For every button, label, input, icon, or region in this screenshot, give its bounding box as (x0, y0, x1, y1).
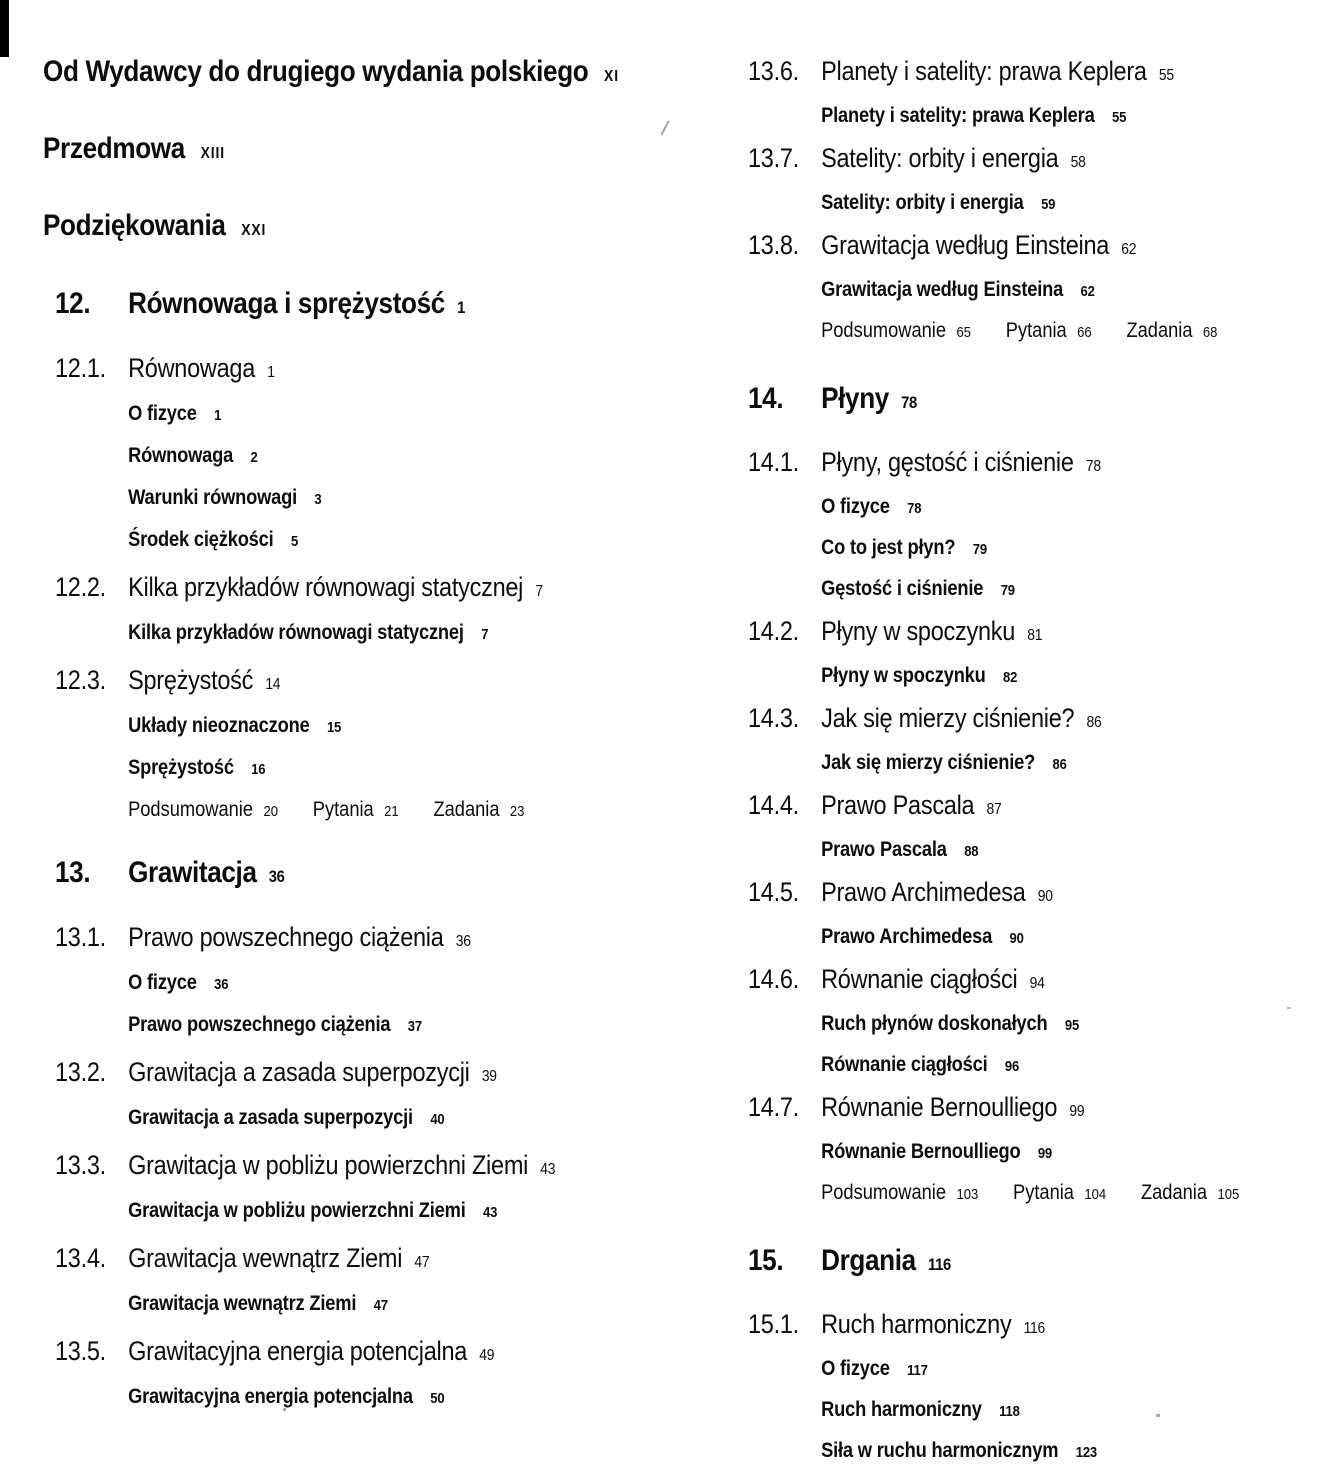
toc-subsection-entry (55, 706, 647, 748)
entry-title: Grawitacja według Einsteina (821, 230, 1110, 260)
entry-title: Grawitacja a zasada superpozycji (128, 1106, 413, 1129)
entry-title: Płyny w spoczynku (821, 616, 1016, 646)
entry-page-number: 94 (1029, 975, 1045, 992)
entry-title: Siła w ruchu harmonicznym (821, 1439, 1059, 1462)
entry-page-number: 95 (1064, 1017, 1080, 1034)
entry-title: Jak się mierzy ciśnienie? (821, 751, 1036, 774)
entry-title: Grawitacja w pobliżu powierzchni Ziemi (128, 1150, 529, 1180)
toc-section-entry (748, 227, 1261, 268)
entry-title: Grawitacyjna energia potencjalna (128, 1385, 413, 1408)
toc-subsection-entry (748, 270, 1261, 311)
toc-section-entry (748, 1306, 1261, 1347)
toc-subsection-entry (55, 1005, 647, 1047)
entry-title: Prawo Archimedesa (821, 877, 1026, 907)
entry-page-number: 3 (314, 491, 322, 508)
summary-label: Podsumowanie (821, 1181, 947, 1204)
scan-edge-artifact (0, 0, 9, 57)
toc-subsection-entry (55, 520, 647, 562)
entry-title: Drgania (821, 1244, 916, 1277)
entry-page-number: 7 (481, 626, 489, 643)
toc-section-entry (748, 787, 1261, 828)
entry-page-number: 55 (1111, 109, 1127, 126)
entry-page-number: 96 (1004, 1058, 1020, 1075)
toc-section-entry (748, 140, 1261, 181)
toc-section-entry (55, 1239, 647, 1282)
toc-section-entry (55, 1332, 647, 1375)
summary-part (433, 798, 524, 821)
entry-page-number: 37 (407, 1018, 422, 1035)
toc-chapter-heading (55, 854, 647, 896)
toc-summary-entry (748, 1173, 1261, 1214)
entry-page-number: 55 (1158, 67, 1174, 84)
entry-page-number: 78 (907, 500, 922, 517)
summary-label: Zadania (1140, 1181, 1208, 1204)
summary-label: Podsumowanie (821, 319, 947, 342)
entry-number: 13.2. (55, 1057, 106, 1087)
entry-number: 12.3. (55, 665, 106, 695)
entry-number: 13.7. (748, 143, 799, 173)
summary-part (821, 319, 971, 342)
entry-page-number: 58 (1070, 154, 1086, 171)
summary-part (1126, 319, 1217, 342)
entry-page-number: 62 (1080, 283, 1095, 300)
entry-title: Środek ciężkości (128, 528, 274, 551)
entry-page-number: 90 (1037, 888, 1053, 905)
toc-section-entry (55, 568, 647, 611)
entry-page-number: 49 (479, 1347, 495, 1364)
entry-page-number: 88 (964, 843, 979, 860)
entry-number: 14.3. (748, 703, 799, 733)
entry-number: 14.2. (748, 616, 799, 646)
entry-title: Równowaga (128, 444, 234, 467)
toc-front-matter-entry (43, 54, 645, 95)
entry-page-number: 90 (1009, 930, 1024, 947)
toc-subsection-entry (748, 1045, 1261, 1086)
entry-title: Prawo powszechnego ciążenia (128, 922, 444, 952)
entry-title: Prawo Archimedesa (821, 925, 993, 948)
toc-subsection-entry (55, 436, 647, 478)
entry-page-number: 50 (430, 1390, 445, 1407)
entry-page-number: 43 (540, 1161, 556, 1178)
entry-title: Ruch płynów doskonałych (821, 1012, 1048, 1035)
entry-number: 12.1. (55, 353, 106, 383)
entry-page-number: 59 (1041, 196, 1056, 213)
toc-section-entry (748, 700, 1261, 741)
toc-column-right (748, 50, 1338, 1472)
summary-label: Zadania (1126, 319, 1193, 342)
toc-subsection-entry (748, 96, 1261, 137)
summary-label: Pytania (1013, 1181, 1074, 1204)
toc-section-entry (748, 961, 1261, 1002)
entry-title: Sprężystość (128, 756, 234, 779)
entry-title: O fizyce (821, 1357, 890, 1380)
entry-page-number: 116 (1023, 1320, 1046, 1337)
summary-part (1006, 319, 1092, 342)
summary-label: Zadania (433, 798, 500, 821)
entry-number: 12. (55, 287, 91, 320)
entry-page-number: 43 (483, 1204, 498, 1221)
entry-page-number: 47 (373, 1297, 388, 1314)
entry-page-number: 16 (251, 761, 266, 778)
toc-subsection-entry (748, 830, 1261, 871)
entry-title: Równowaga i sprężystość (128, 287, 445, 320)
entry-page-number: 2 (250, 449, 258, 466)
summary-part (313, 798, 399, 821)
entry-title: Płyny w spoczynku (821, 664, 986, 687)
entry-title: O fizyce (128, 402, 197, 425)
entry-page-number: 1 (267, 364, 275, 381)
toc-section-entry (748, 444, 1261, 485)
entry-page-number: 123 (1075, 1444, 1098, 1461)
entry-title: Grawitacja w pobliżu powierzchni Ziemi (128, 1199, 466, 1222)
entry-title: Grawitacyjna energia potencjalna (128, 1336, 468, 1366)
entry-number: 13.5. (55, 1336, 106, 1366)
summary-page-number: 68 (1202, 324, 1218, 341)
entry-page-number: 99 (1069, 1103, 1085, 1120)
entry-page-number: 99 (1037, 1145, 1053, 1162)
entry-page-number: 82 (1003, 669, 1018, 686)
toc-section-entry (55, 1053, 647, 1096)
entry-title: Równanie Bernoulliego (821, 1092, 1058, 1122)
entry-number: 14.5. (748, 877, 799, 907)
entry-title: Warunki równowagi (128, 486, 298, 509)
entry-number: 15. (748, 1244, 784, 1277)
toc-subsection-entry (748, 743, 1261, 784)
entry-title: Grawitacja według Einsteina (821, 278, 1064, 301)
summary-page-number: 20 (263, 803, 278, 820)
entry-title: Podziękowania (43, 209, 226, 242)
entry-title: Jak się mierzy ciśnienie? (821, 703, 1075, 733)
toc-chapter-heading (55, 285, 647, 327)
entry-title: O fizyce (128, 971, 197, 994)
entry-number: 13.4. (55, 1243, 106, 1273)
entry-title: Kilka przykładów równowagi statycznej (128, 572, 524, 602)
entry-title: Równowaga (128, 353, 256, 383)
toc-chapter-heading (748, 1242, 1261, 1284)
toc-subsection-entry (748, 656, 1261, 697)
entry-title: Płyny, gęstość i ciśnienie (821, 447, 1074, 477)
toc-subsection-entry (55, 613, 647, 655)
summary-page-number: 103 (956, 1186, 979, 1203)
entry-page-number: 7 (535, 583, 543, 600)
entry-title: Równanie Bernoulliego (821, 1140, 1021, 1163)
toc-subsection-entry (55, 394, 647, 436)
toc-subsection-entry (748, 528, 1261, 569)
entry-page-number: 40 (430, 1111, 445, 1128)
entry-page-number: 1 (214, 407, 222, 424)
entry-title: Układy nieoznaczone (128, 714, 310, 737)
toc-column-left (43, 54, 735, 1419)
entry-title: Równanie ciągłości (821, 1053, 988, 1076)
entry-page-number: 15 (326, 719, 342, 736)
toc-front-matter-entry (43, 208, 645, 249)
toc-subsection-entry (748, 1132, 1261, 1173)
summary-page-number: 66 (1077, 324, 1092, 341)
entry-number: 14.6. (748, 964, 799, 994)
summary-page-number: 104 (1084, 1186, 1107, 1203)
summary-part (821, 1181, 978, 1204)
entry-page-number: 78 (1085, 458, 1101, 475)
toc-section-entry (55, 661, 647, 704)
entry-title: Ruch harmoniczny (821, 1309, 1012, 1339)
toc-summary-entry (748, 311, 1261, 352)
entry-page-number: 78 (901, 393, 917, 412)
entry-number: 14.7. (748, 1092, 799, 1122)
toc-subsection-entry (55, 1284, 647, 1326)
entry-title: Ruch harmoniczny (821, 1398, 982, 1421)
entry-title: Płyny (821, 382, 889, 415)
entry-page-number: 86 (1052, 756, 1067, 773)
entry-page-number: 36 (455, 933, 471, 950)
entry-page-number: 118 (999, 1403, 1020, 1420)
entry-page-number: 87 (986, 801, 1002, 818)
entry-page-number: XIII (200, 145, 225, 162)
toc-summary-entry (55, 790, 647, 832)
summary-page-number: 21 (384, 803, 399, 820)
entry-title: Prawo Pascala (821, 790, 975, 820)
toc-subsection-entry (748, 1349, 1261, 1390)
entry-number: 13.3. (55, 1150, 106, 1180)
entry-number: 14.1. (748, 447, 799, 477)
entry-title: Planety i satelity: prawa Keplera (821, 56, 1147, 86)
entry-page-number: 5 (290, 533, 299, 550)
entry-page-number: 79 (972, 541, 987, 558)
entry-page-number: 116 (928, 1255, 951, 1274)
entry-title: Przedmowa (43, 132, 185, 165)
summary-page-number: 105 (1217, 1186, 1240, 1203)
summary-label: Pytania (1005, 319, 1067, 342)
entry-page-number: 62 (1121, 241, 1137, 258)
toc-subsection-entry (748, 1004, 1261, 1045)
entry-page-number: 81 (1027, 627, 1043, 644)
toc-subsection-entry (748, 183, 1261, 224)
entry-title: Grawitacja (128, 856, 257, 889)
entry-page-number: 86 (1086, 714, 1102, 731)
toc-subsection-entry (748, 1431, 1261, 1472)
entry-page-number: 79 (1000, 582, 1015, 599)
entry-number: 13.6. (748, 56, 799, 86)
entry-number: 15.1. (748, 1309, 799, 1339)
entry-number: 13.1. (55, 922, 106, 952)
entry-title: Prawo powszechnego ciążenia (128, 1013, 391, 1036)
toc-subsection-entry (55, 1377, 647, 1419)
toc-subsection-entry (55, 478, 647, 520)
entry-title: Sprężystość (128, 665, 254, 695)
summary-part (1141, 1181, 1239, 1204)
summary-label: Podsumowanie (128, 798, 254, 821)
entry-title: Grawitacja wewnątrz Ziemi (128, 1292, 357, 1315)
toc-subsection-entry (748, 917, 1261, 958)
entry-page-number: 1 (457, 298, 466, 317)
toc-section-entry (55, 1146, 647, 1189)
entry-title: Grawitacja a zasada superpozycji (128, 1057, 470, 1087)
summary-label: Pytania (312, 798, 374, 821)
entry-page-number: 36 (214, 976, 229, 993)
entry-number: 13.8. (748, 230, 799, 260)
summary-part (1013, 1181, 1106, 1204)
entry-title: Równanie ciągłości (821, 964, 1018, 994)
entry-page-number: 47 (414, 1254, 430, 1271)
entry-number: 13. (55, 856, 91, 889)
entry-title: Kilka przykładów równowagi statycznej (128, 621, 464, 644)
summary-page-number: 65 (956, 324, 971, 341)
entry-title: Prawo Pascala (821, 838, 947, 861)
toc-chapter-heading (748, 380, 1261, 422)
toc-section-entry (748, 874, 1261, 915)
entry-title: Grawitacja wewnątrz Ziemi (128, 1243, 403, 1273)
entry-page-number: XI (604, 68, 619, 85)
toc-subsection-entry (55, 963, 647, 1005)
entry-number: 14.4. (748, 790, 799, 820)
entry-page-number: 36 (268, 867, 285, 886)
entry-page-number: 14 (265, 676, 281, 693)
toc-section-entry (55, 349, 647, 392)
entry-page-number: 117 (907, 1362, 928, 1379)
toc-subsection-entry (55, 1191, 647, 1233)
entry-title: Gęstość i ciśnienie (821, 577, 984, 600)
entry-title: O fizyce (821, 495, 890, 518)
summary-part (128, 798, 278, 821)
toc-subsection-entry (748, 1390, 1261, 1431)
toc-subsection-entry (55, 1098, 647, 1140)
entry-number: 14. (748, 382, 784, 415)
toc-section-entry (748, 1089, 1261, 1130)
toc-subsection-entry (55, 748, 647, 790)
entry-title: Co to jest płyn? (821, 536, 956, 559)
toc-section-entry (55, 918, 647, 961)
entry-title: Od Wydawcy do drugiego wydania polskiego (43, 55, 589, 88)
summary-page-number: 23 (509, 803, 525, 820)
toc-section-entry (748, 613, 1261, 654)
toc-section-entry (748, 53, 1261, 94)
entry-page-number: XXI (241, 222, 267, 239)
toc-front-matter-entry (43, 131, 645, 172)
entry-title: Planety i satelity: prawa Keplera (821, 104, 1095, 127)
toc-subsection-entry (748, 487, 1261, 528)
entry-number: 12.2. (55, 572, 106, 602)
entry-page-number: 39 (481, 1068, 497, 1085)
entry-title: Satelity: orbity i energia (821, 143, 1059, 173)
toc-subsection-entry (748, 569, 1261, 610)
entry-title: Satelity: orbity i energia (821, 191, 1024, 214)
